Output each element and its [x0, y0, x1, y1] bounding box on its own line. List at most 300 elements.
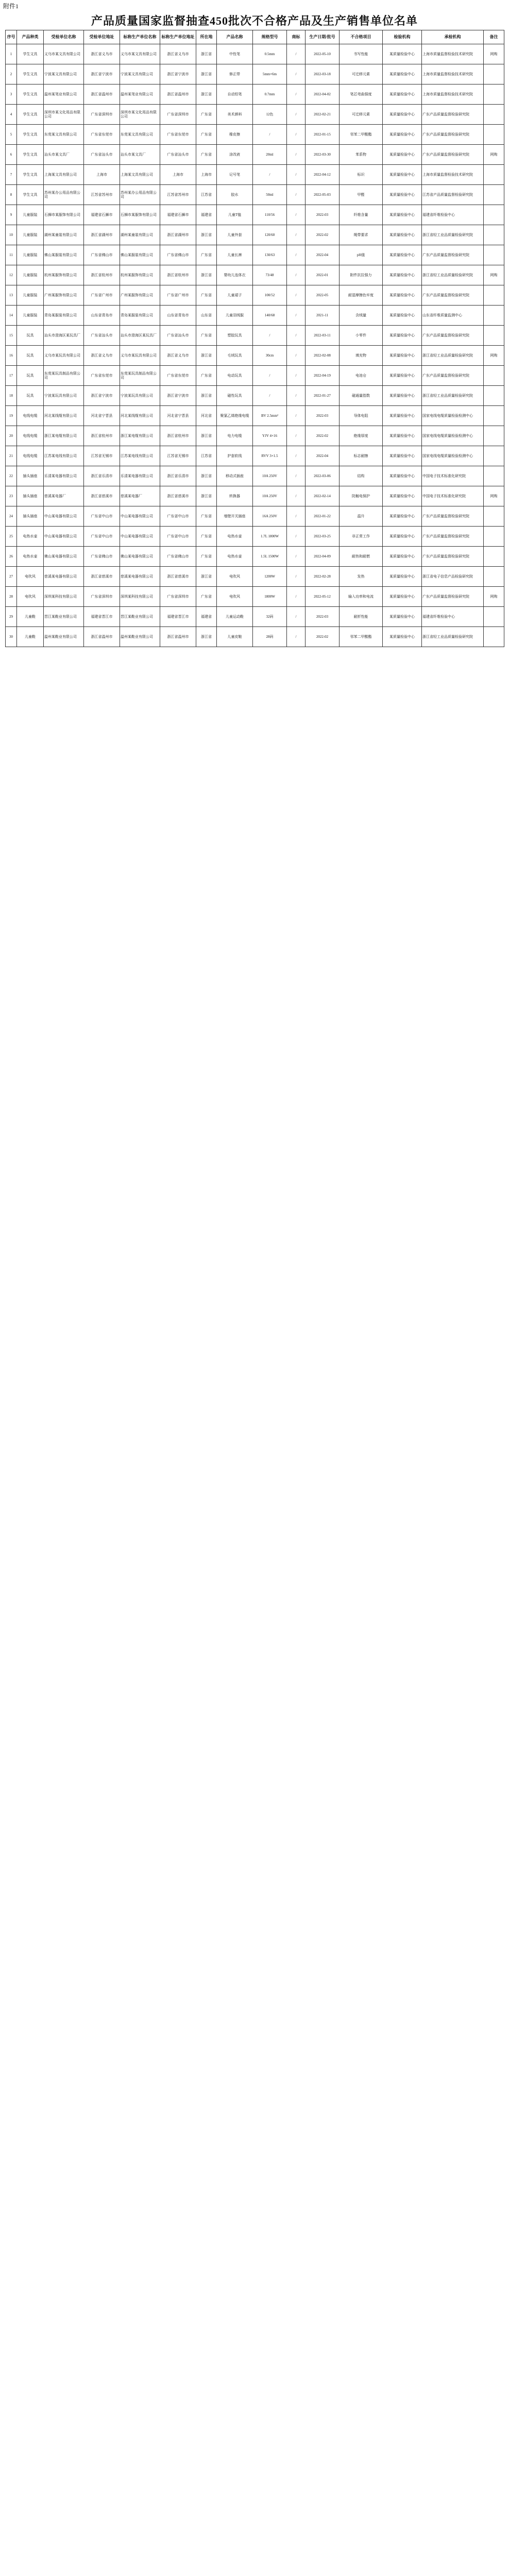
table-cell: 广东产品质量监督检验研究院: [422, 326, 484, 346]
table-cell: 2021-11: [306, 306, 340, 326]
table-cell: 2022-03-06: [306, 466, 340, 486]
table-cell: 浙江省乐清市: [84, 466, 120, 486]
table-header-row: [6, 30, 504, 44]
table-cell: 山东省: [196, 306, 217, 326]
table-cell: 2022-04-09: [306, 547, 340, 567]
table-cell: 2022-04-12: [306, 165, 340, 185]
table-cell: 标识: [340, 165, 383, 185]
table-cell: 江苏某电线有限公司: [120, 446, 160, 466]
table-cell: 浙江省杭州市: [84, 426, 120, 446]
table-row: [6, 527, 504, 547]
table-cell: 某质量检验中心: [383, 185, 422, 205]
table-cell: 某质量检验中心: [383, 506, 422, 527]
table-cell: /: [287, 607, 306, 627]
table-cell: 某质量检验中心: [383, 326, 422, 346]
table-cell: 广东省: [196, 366, 217, 386]
table-cell: 小零件: [340, 326, 383, 346]
table-cell: 某质量检验中心: [383, 386, 422, 406]
table-cell: 广东省: [196, 245, 217, 265]
table-cell: 涂改液: [217, 145, 253, 165]
table-row: [6, 105, 504, 125]
table-cell: 某质量检验中心: [383, 285, 422, 306]
table-cell: 32码: [253, 607, 287, 627]
table-cell: /: [287, 527, 306, 547]
table-cell: 浙江省温州市: [160, 84, 196, 105]
table-row: [6, 607, 504, 627]
table-cell: 乐清某电器有限公司: [120, 466, 160, 486]
table-cell: 广东省东莞市: [84, 125, 120, 145]
table-cell: 广东产品质量监督检验研究院: [422, 547, 484, 567]
table-cell: 浙江省宁波市: [84, 64, 120, 84]
table-row: [6, 466, 504, 486]
table-cell: 浙江省湖州市: [84, 225, 120, 245]
table-cell: 江苏省: [196, 446, 217, 466]
table-cell: 12色: [253, 105, 287, 125]
table-cell: 1: [6, 44, 17, 64]
table-cell: [484, 527, 504, 547]
column-header: 承检机构: [422, 30, 484, 44]
table-cell: 2022-02: [306, 426, 340, 446]
table-cell: 上海市: [160, 165, 196, 185]
table-row: [6, 486, 504, 506]
table-cell: /: [287, 245, 306, 265]
table-cell: 福建省: [196, 607, 217, 627]
table-cell: 婴幼儿连体衣: [217, 265, 253, 285]
table-cell: 20ml: [253, 145, 287, 165]
page-title: 产品质量国家监督抽查450批次不合格产品及生产销售单位名单: [91, 14, 418, 27]
attachment-label: 附件1: [3, 3, 19, 10]
table-cell: 广东省广州市: [84, 285, 120, 306]
table-row: [6, 446, 504, 466]
table-cell: 晋江某鞋业有限公司: [120, 607, 160, 627]
table-cell: 插头插座: [17, 486, 44, 506]
table-cell: 12: [6, 265, 17, 285]
table-cell: 5mm×6m: [253, 64, 287, 84]
table-cell: 浙江省义乌市: [160, 346, 196, 366]
table-cell: [484, 406, 504, 426]
table-cell: 浙江省轻工业品质量检验研究院: [422, 265, 484, 285]
table-row: [6, 265, 504, 285]
table-cell: 某质量检验中心: [383, 547, 422, 567]
table-cell: 2022-02-14: [306, 486, 340, 506]
table-cell: 某质量检验中心: [383, 627, 422, 647]
table-cell: 某质量检验中心: [383, 346, 422, 366]
table-cell: 2022-04: [306, 446, 340, 466]
table-cell: 导体电阻: [340, 406, 383, 426]
table-cell: [484, 125, 504, 145]
table-cell: 0.5mm: [253, 44, 287, 64]
table-cell: 13: [6, 285, 17, 306]
table-cell: 2022-03: [306, 406, 340, 426]
table-cell: 美术颜料: [217, 105, 253, 125]
table-cell: 浙江省杭州市: [84, 265, 120, 285]
table-cell: 20: [6, 426, 17, 446]
table-cell: 学生文具: [17, 84, 44, 105]
table-cell: /: [253, 165, 287, 185]
table-cell: 记号笔: [217, 165, 253, 185]
table-cell: 电热水壶: [217, 527, 253, 547]
table-cell: 某质量检验中心: [383, 64, 422, 84]
table-cell: 纤维含量: [340, 205, 383, 225]
table-row: [6, 506, 504, 527]
table-cell: 玩具: [17, 346, 44, 366]
table-cell: 30cm: [253, 346, 287, 366]
table-cell: 9: [6, 205, 17, 225]
table-cell: 某质量检验中心: [383, 84, 422, 105]
table-cell: 浙江省: [196, 265, 217, 285]
table-cell: 140/68: [253, 306, 287, 326]
table-cell: 儿童服装: [17, 205, 44, 225]
table-cell: 汕头市某文具厂: [120, 145, 160, 165]
table-cell: 儿童服装: [17, 306, 44, 326]
table-cell: 0.7mm: [253, 84, 287, 105]
table-cell: 浙江省电子信息产品检验研究院: [422, 567, 484, 587]
table-cell: 广东省: [196, 547, 217, 567]
table-cell: 浙江省义乌市: [84, 44, 120, 64]
table-cell: 广东产品质量监督检验研究院: [422, 285, 484, 306]
table-cell: 广东省广州市: [160, 285, 196, 306]
table-cell: 广东省中山市: [84, 506, 120, 527]
table-cell: 汕头市某文具厂: [44, 145, 84, 165]
table-cell: 绝缘厚度: [340, 426, 383, 446]
table-cell: 标志耐擦: [340, 446, 383, 466]
table-cell: 17: [6, 366, 17, 386]
table-cell: 儿童皮鞋: [217, 627, 253, 647]
table-cell: 修正带: [217, 64, 253, 84]
table-cell: [484, 547, 504, 567]
table-cell: 慈溪某电器有限公司: [120, 567, 160, 587]
table-cell: 8: [6, 185, 17, 205]
table-cell: 上海某文具有限公司: [44, 165, 84, 185]
table-cell: 国家电线电缆质量检验检测中心: [422, 426, 484, 446]
table-cell: 广东省汕头市: [84, 145, 120, 165]
table-cell: 浙江省: [196, 84, 217, 105]
table-cell: 16A 250V: [253, 506, 287, 527]
table-cell: 某质量检验中心: [383, 306, 422, 326]
table-cell: 30: [6, 627, 17, 647]
table-cell: 广东产品质量监督检验研究院: [422, 366, 484, 386]
table-cell: 慈溪某电器有限公司: [44, 567, 84, 587]
table-cell: 广东省: [196, 527, 217, 547]
table-row: [6, 346, 504, 366]
table-cell: 网购: [484, 587, 504, 607]
table-cell: 23: [6, 486, 17, 506]
table-cell: 21: [6, 446, 17, 466]
table-cell: 电动玩具: [217, 366, 253, 386]
table-cell: [484, 446, 504, 466]
table-cell: 广东产品质量监督检验研究院: [422, 125, 484, 145]
table-cell: 网购: [484, 486, 504, 506]
table-cell: [484, 185, 504, 205]
table-cell: 湖州某童装有限公司: [120, 225, 160, 245]
table-cell: 玩具: [17, 386, 44, 406]
table-cell: 1800W: [253, 587, 287, 607]
table-cell: 河北省: [196, 406, 217, 426]
table-cell: 移动式插座: [217, 466, 253, 486]
table-cell: 磁性玩具: [217, 386, 253, 406]
table-cell: [484, 567, 504, 587]
table-cell: 湖州某童装有限公司: [44, 225, 84, 245]
table-cell: 学生文具: [17, 165, 44, 185]
table-cell: /: [287, 64, 306, 84]
table-cell: 浙江省慈溪市: [160, 567, 196, 587]
table-cell: 广东省: [196, 125, 217, 145]
table-cell: /: [287, 486, 306, 506]
table-row: [6, 426, 504, 446]
table-cell: 温州某笔业有限公司: [120, 84, 160, 105]
table-cell: [484, 426, 504, 446]
table-cell: 中国电子技术标准化研究院: [422, 486, 484, 506]
table-cell: 东莞某玩具制品有限公司: [44, 366, 84, 386]
table-row: [6, 44, 504, 64]
table-cell: 26: [6, 547, 17, 567]
table-cell: 2022-05-10: [306, 44, 340, 64]
table-cell: 19: [6, 406, 17, 426]
table-cell: 河北省宁晋县: [84, 406, 120, 426]
column-header: 产品种类: [17, 30, 44, 44]
table-cell: [484, 64, 504, 84]
table-cell: 宁波某文具有限公司: [120, 64, 160, 84]
table-cell: 杭州某服饰有限公司: [120, 265, 160, 285]
table-cell: 东莞某文具有限公司: [120, 125, 160, 145]
table-cell: 输入功率和电流: [340, 587, 383, 607]
table-row: [6, 567, 504, 587]
table-cell: 发热: [340, 567, 383, 587]
table-cell: 佛山某服装有限公司: [44, 245, 84, 265]
table-cell: 浙江省宁波市: [160, 386, 196, 406]
table-cell: [484, 165, 504, 185]
table-cell: 附件抗拉强力: [340, 265, 383, 285]
table-cell: 东莞某玩具制品有限公司: [120, 366, 160, 386]
table-cell: 转换器: [217, 486, 253, 506]
table-cell: /: [287, 506, 306, 527]
table-cell: 广东省深圳市: [84, 587, 120, 607]
table-cell: 浙江省温州市: [160, 627, 196, 647]
table-cell: 义乌市某玩具有限公司: [44, 346, 84, 366]
table-cell: 广东产品质量监督检验研究院: [422, 587, 484, 607]
table-row: [6, 627, 504, 647]
table-cell: 浙江省: [196, 466, 217, 486]
table-cell: 3: [6, 84, 17, 105]
table-cell: 玩具: [17, 366, 44, 386]
table-cell: 广东省深圳市: [84, 105, 120, 125]
table-cell: 江苏省苏州市: [84, 185, 120, 205]
table-cell: 广东省汕头市: [160, 145, 196, 165]
table-cell: /: [287, 105, 306, 125]
table-cell: 汕头市澄海区某玩具厂: [120, 326, 160, 346]
table-cell: 某质量检验中心: [383, 125, 422, 145]
table-cell: 浙江省乐清市: [160, 466, 196, 486]
table-cell: 石狮市某服饰有限公司: [44, 205, 84, 225]
table-cell: 电池仓: [340, 366, 383, 386]
table-cell: 广东省: [196, 506, 217, 527]
table-cell: 电线电缆: [17, 406, 44, 426]
table-cell: 义乌市某文具有限公司: [120, 44, 160, 64]
table-cell: 广东省东莞市: [160, 125, 196, 145]
table-cell: 2022-05-03: [306, 185, 340, 205]
table-cell: /: [287, 426, 306, 446]
table-cell: 慈溪某电器厂: [44, 486, 84, 506]
table-cell: 网购: [484, 265, 504, 285]
table-cell: 电线电缆: [17, 446, 44, 466]
table-cell: /: [287, 84, 306, 105]
table-cell: 7: [6, 165, 17, 185]
table-cell: 晋江某鞋业有限公司: [44, 607, 84, 627]
column-header: 所在地: [196, 30, 217, 44]
table-cell: [484, 105, 504, 125]
table-cell: [484, 627, 504, 647]
table-cell: 2022-03: [306, 607, 340, 627]
table-cell: 儿童鞋: [17, 607, 44, 627]
table-cell: 护套软线: [217, 446, 253, 466]
table-cell: 玩具: [17, 326, 44, 346]
table-cell: 耐湿摩擦色牢度: [340, 285, 383, 306]
table-cell: /: [287, 627, 306, 647]
table-cell: 某质量检验中心: [383, 486, 422, 506]
table-cell: 130/63: [253, 245, 287, 265]
table-cell: YJV 4×16: [253, 426, 287, 446]
column-header: 标称生产单位地址: [160, 30, 196, 44]
table-cell: 广东省深圳市: [160, 587, 196, 607]
table-row: [6, 185, 504, 205]
table-row: [6, 547, 504, 567]
table-cell: 插头插座: [17, 506, 44, 527]
table-cell: 2022-04-19: [306, 366, 340, 386]
table-cell: /: [287, 346, 306, 366]
table-cell: 浙江省义乌市: [160, 44, 196, 64]
table-cell: 义乌市某玩具有限公司: [120, 346, 160, 366]
table-cell: 磁通量指数: [340, 386, 383, 406]
table-cell: 书写性能: [340, 44, 383, 64]
table-cell: 电力电缆: [217, 426, 253, 446]
column-header: 产品名称: [217, 30, 253, 44]
table-cell: 某质量检验中心: [383, 245, 422, 265]
table-cell: pH值: [340, 245, 383, 265]
table-cell: 佛山某服装有限公司: [120, 245, 160, 265]
table-cell: 福建省晋江市: [84, 607, 120, 627]
table-cell: [484, 84, 504, 105]
table-cell: 河北某线缆有限公司: [44, 406, 84, 426]
table-cell: 绳带要求: [340, 225, 383, 245]
table-cell: 浙江省义乌市: [84, 346, 120, 366]
table-cell: 江苏省: [196, 185, 217, 205]
table-cell: 2022-01: [306, 265, 340, 285]
table-cell: 浙江省温州市: [84, 627, 120, 647]
table-cell: 国家电线电缆质量检验检测中心: [422, 446, 484, 466]
table-cell: 深圳某科技有限公司: [120, 587, 160, 607]
table-cell: 含绒量: [340, 306, 383, 326]
table-cell: 25: [6, 527, 17, 547]
table-cell: 苯系物: [340, 145, 383, 165]
column-header: 规格型号: [253, 30, 287, 44]
table-cell: 上海市质量监督检验技术研究院: [422, 84, 484, 105]
table-cell: 电吹风: [217, 567, 253, 587]
table-cell: 中山某电器有限公司: [120, 527, 160, 547]
table-cell: [484, 205, 504, 225]
table-cell: 中国电子技术标准化研究院: [422, 466, 484, 486]
table-cell: 广东省: [196, 326, 217, 346]
table-cell: [484, 326, 504, 346]
table-cell: RVV 3×1.5: [253, 446, 287, 466]
table-row: [6, 64, 504, 84]
table-cell: 江苏省苏州市: [160, 185, 196, 205]
table-cell: 浙江省: [196, 346, 217, 366]
table-cell: 广东省中山市: [84, 527, 120, 547]
table-cell: 上海市质量监督检验技术研究院: [422, 64, 484, 84]
table-cell: 某质量检验中心: [383, 44, 422, 64]
table-cell: [484, 607, 504, 627]
table-cell: 某质量检验中心: [383, 165, 422, 185]
table-row: [6, 406, 504, 426]
table-cell: 毛绒玩具: [217, 346, 253, 366]
column-header: 受检单位地址: [84, 30, 120, 44]
table-row: [6, 285, 504, 306]
table-cell: 10A 250V: [253, 486, 287, 506]
table-cell: 2022-05-12: [306, 587, 340, 607]
table-cell: 山东省青岛市: [160, 306, 196, 326]
table-cell: 某质量检验中心: [383, 426, 422, 446]
column-header: 标称生产单位名称: [120, 30, 160, 44]
table-cell: 学生文具: [17, 145, 44, 165]
table-cell: 浙江省: [196, 486, 217, 506]
table-cell: 山东省纤维质量监测中心: [422, 306, 484, 326]
table-cell: 浙江某电缆有限公司: [44, 426, 84, 446]
table-cell: 2022-02-28: [306, 567, 340, 587]
table-cell: 江苏省产品质量监督检验研究院: [422, 185, 484, 205]
table-cell: 浙江省宁波市: [160, 64, 196, 84]
table-cell: 浙江省轻工业品质量检验研究院: [422, 225, 484, 245]
results-table: [5, 30, 504, 647]
table-cell: 儿童服装: [17, 245, 44, 265]
table-cell: 电吹风: [17, 567, 44, 587]
table-cell: 浙江省: [196, 64, 217, 84]
table-cell: 29: [6, 607, 17, 627]
table-cell: 广东省东莞市: [84, 366, 120, 386]
table-cell: 73/48: [253, 265, 287, 285]
table-cell: 浙江省轻工业品质量检验研究院: [422, 386, 484, 406]
table-row: [6, 366, 504, 386]
table-cell: 某质量检验中心: [383, 366, 422, 386]
table-cell: 某质量检验中心: [383, 205, 422, 225]
table-cell: 佛山某电器有限公司: [44, 547, 84, 567]
table-cell: 耐折性能: [340, 607, 383, 627]
table-cell: 儿童服装: [17, 225, 44, 245]
table-cell: 广东产品质量监督检验研究院: [422, 105, 484, 125]
table-cell: 广东省佛山市: [160, 547, 196, 567]
table-cell: 笔芯弯曲强度: [340, 84, 383, 105]
table-cell: 某质量检验中心: [383, 527, 422, 547]
table-row: [6, 386, 504, 406]
table-cell: 广州某服饰有限公司: [44, 285, 84, 306]
table-cell: 中山某电器有限公司: [120, 506, 160, 527]
table-cell: 温州某鞋业有限公司: [120, 627, 160, 647]
table-cell: 浙江省宁波市: [84, 386, 120, 406]
table-cell: /: [253, 366, 287, 386]
table-cell: 广东省: [196, 105, 217, 125]
table-cell: 义乌市某文具有限公司: [44, 44, 84, 64]
table-cell: 慈溪某电器厂: [120, 486, 160, 506]
table-cell: /: [287, 326, 306, 346]
table-cell: 浙江省: [196, 44, 217, 64]
table-cell: 广东省佛山市: [84, 245, 120, 265]
table-cell: 广东省: [196, 145, 217, 165]
table-cell: 某质量检验中心: [383, 225, 422, 245]
table-cell: [484, 306, 504, 326]
table-cell: 浙江省轻工业品质量检验研究院: [422, 346, 484, 366]
table-cell: 10A 250V: [253, 466, 287, 486]
table-cell: /: [287, 265, 306, 285]
table-cell: 电热水壶: [17, 527, 44, 547]
